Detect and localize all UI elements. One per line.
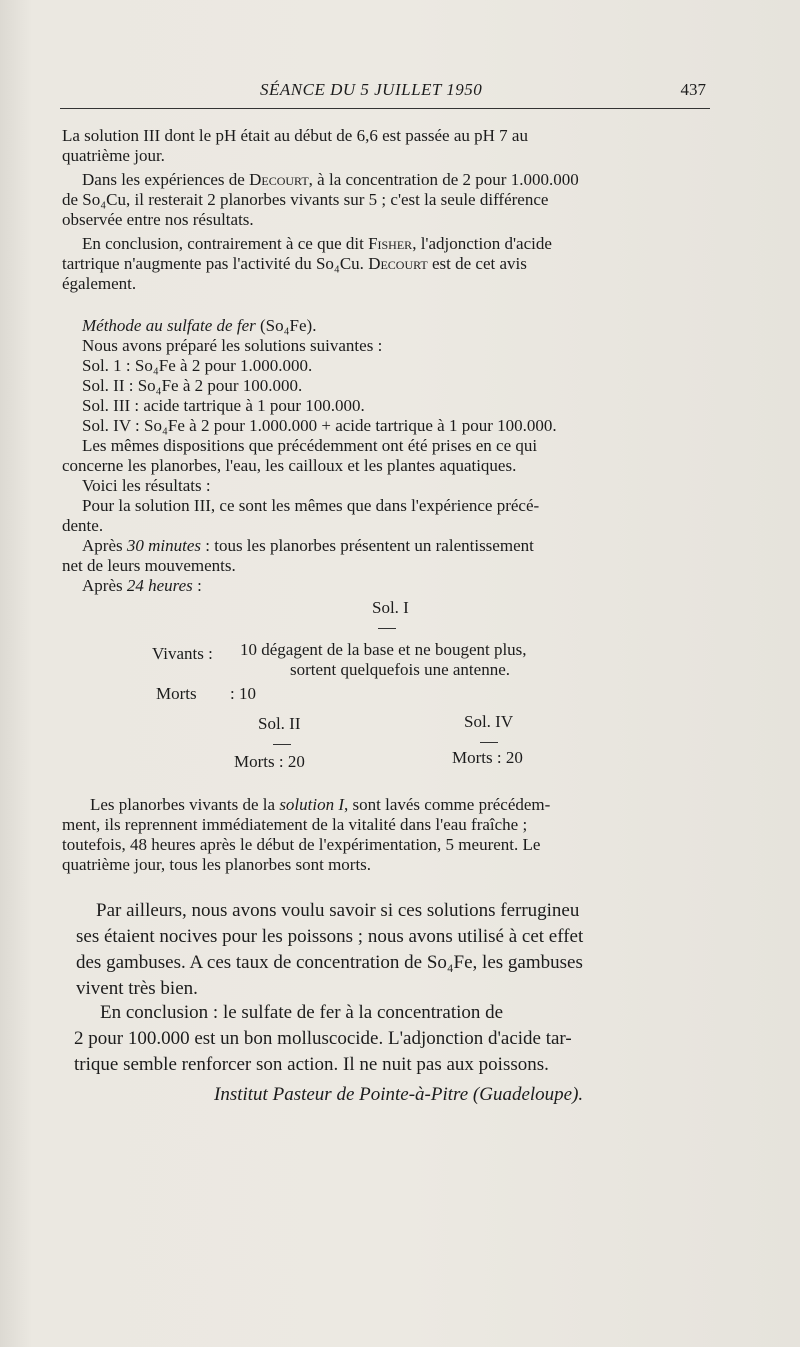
text-line: ses étaient nocives pour les poissons ; nous avons utilisé à cet effet <box>76 926 584 947</box>
text-line: La solution III dont le pH était au début de 6,6 est passée au pH 7 au <box>62 126 528 145</box>
paragraph-washing <box>62 795 712 875</box>
author-decourt: Decourt <box>249 170 309 189</box>
solution-item: Sol. III : acide tartrique à 1 pour 100.000. <box>82 396 365 415</box>
text-line: dente. <box>62 516 104 535</box>
text-line: toutefois, 48 heures après le début de l'expérimentation, 5 meurent. Le <box>62 835 541 854</box>
sol4-title: Sol. IV <box>464 712 514 731</box>
text-line: quatrième jour, tous les planorbes sont morts. <box>62 855 372 874</box>
author-decourt: Decourt <box>368 254 428 273</box>
solution-item: Sol. II : So₄Fe à 2 pour 100.000. <box>82 376 303 395</box>
text-line: des gambuses. A ces taux de concentration de So₄Fe, les gambuses <box>76 952 583 973</box>
paragraph-decourt <box>62 170 712 230</box>
text-line: Nous avons préparé les solutions suivantes : <box>82 336 383 355</box>
text-line: observée entre nos résultats. <box>62 210 254 229</box>
text-line: Par ailleurs, nous avons voulu savoir si ces solutions ferrugineu <box>96 900 580 921</box>
text-line: Les planorbes vivants de la solution I, sont lavés comme précédem- <box>90 795 551 814</box>
sol1-title: Sol. I <box>372 598 409 617</box>
text-line: Voici les résultats : <box>82 476 211 495</box>
paragraph-conclusion-socu <box>62 234 712 294</box>
text-line: vivent très bien. <box>76 978 198 999</box>
divider <box>273 744 291 745</box>
text-line: Dans les expériences de Decourt, à la concentration de 2 pour 1.000.000 <box>82 170 579 189</box>
vivants-line-2: sortent quelquefois une antenne. <box>290 660 510 679</box>
morts-label: Morts <box>156 684 197 703</box>
section-heading: Méthode au sulfate de fer (So₄Fe). <box>82 316 317 335</box>
text-line: tartrique n'augmente pas l'activité du So₄Cu. Decourt est de cet avis <box>62 254 527 273</box>
text-line: ment, ils reprennent immédiatement de la vitalité dans l'eau fraîche ; <box>62 815 528 834</box>
text-line: 2 pour 100.000 est un bon molluscocide. L'adjonction d'acide tar- <box>74 1028 572 1049</box>
morts-value: : 10 <box>230 684 256 703</box>
text-line: de So₄Cu, il resterait 2 planorbes vivants sur 5 ; c'est la seule différence <box>62 190 549 209</box>
text-line: Après 30 minutes : tous les planorbes présentent un ralentissement <box>82 536 534 555</box>
text-line: concerne les planorbes, l'eau, les cailloux et les plantes aquatiques. <box>62 456 517 475</box>
paragraph-final-conclusion <box>62 1000 712 1078</box>
paragraph-ph <box>62 126 712 166</box>
text-line: trique semble renforcer son action. Il ne nuit pas aux poissons. <box>74 1054 549 1075</box>
solution-item: Sol. IV : So₄Fe à 2 pour 1.000.000 + acide tartrique à 1 pour 100.000. <box>82 416 557 435</box>
section-sulfate-de-fer <box>62 316 712 596</box>
page-header <box>60 80 710 109</box>
sol2-morts: Morts : 20 <box>234 752 305 771</box>
text-line: Pour la solution III, ce sont les mêmes que dans l'expérience précé- <box>82 496 540 515</box>
sol2-title: Sol. II <box>258 714 301 733</box>
divider <box>480 742 498 743</box>
text-line: quatrième jour. <box>62 146 165 165</box>
author-fisher: Fisher <box>368 234 413 253</box>
text-line: Les mêmes dispositions que précédemment ont été prises en ce qui <box>82 436 538 455</box>
vivants-label: Vivants : <box>152 644 213 663</box>
running-title: SÉANCE DU 5 JUILLET 1950 <box>260 80 483 99</box>
text-line: En conclusion, contrairement à ce que dit Fisher, l'adjonction d'acide <box>82 234 552 253</box>
text-line: En conclusion : le sulfate de fer à la concentration de <box>100 1002 504 1023</box>
text-line: net de leurs mouvements. <box>62 556 236 575</box>
paragraph-fish <box>62 898 712 1002</box>
text-line: également. <box>62 274 137 293</box>
page-number: 437 <box>680 80 706 99</box>
solution-item: Sol. 1 : So₄Fe à 2 pour 1.000.000. <box>82 356 313 375</box>
institute-signature: Institut Pasteur de Pointe-à-Pitre (Guadeloupe). <box>214 1084 584 1105</box>
sol4-morts: Morts : 20 <box>452 748 523 767</box>
divider <box>378 628 396 629</box>
text-line: Après 24 heures : <box>82 576 202 595</box>
vivants-line-1: 10 dégagent de la base et ne bougent plus, <box>240 640 527 659</box>
